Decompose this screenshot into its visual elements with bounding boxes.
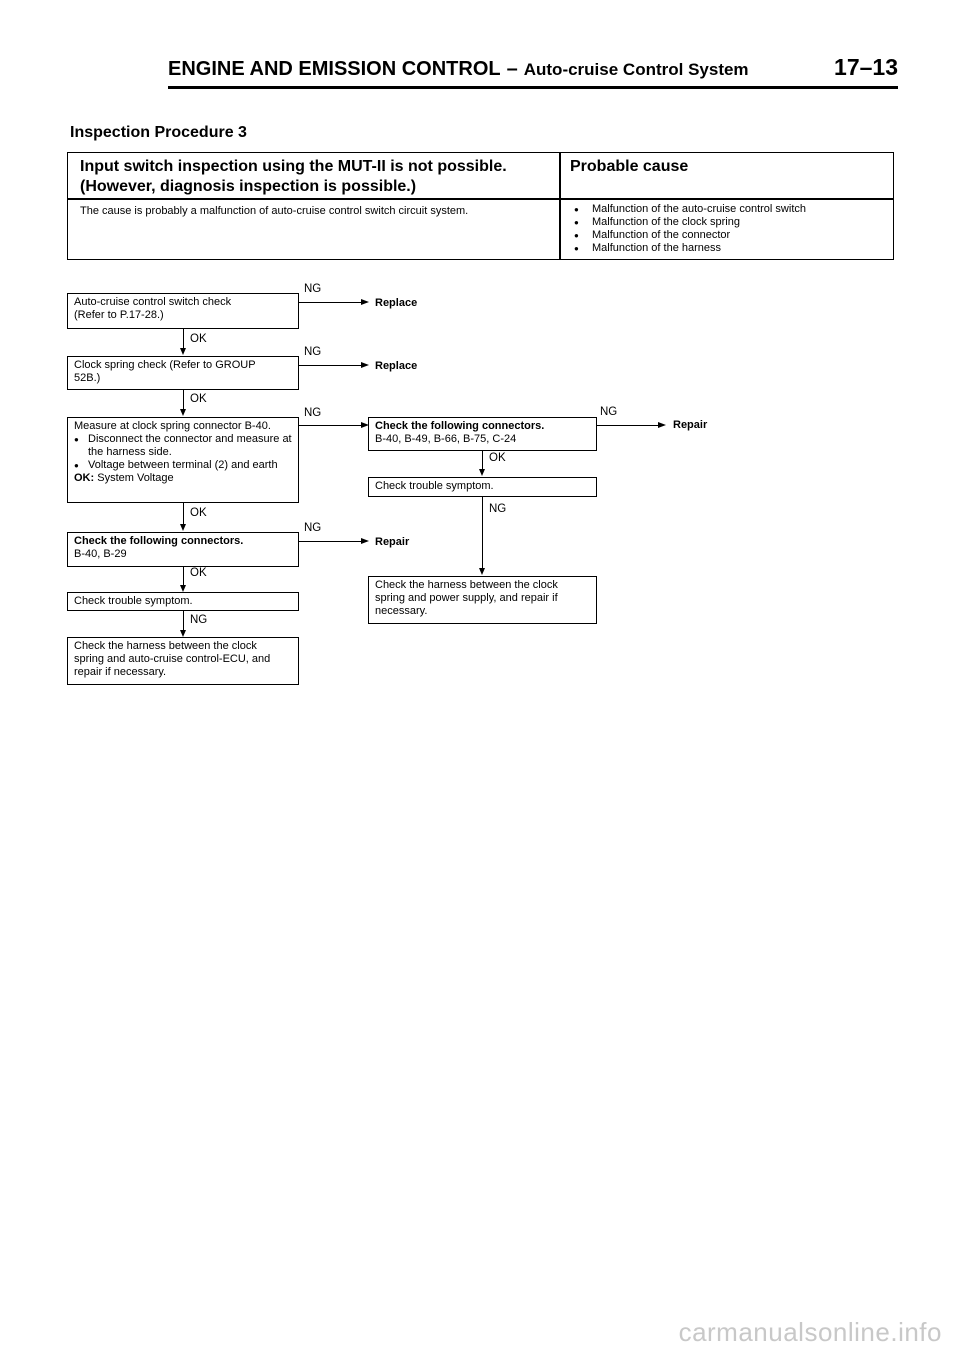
ng-label: NG bbox=[600, 406, 618, 418]
step-trouble-symptom-right bbox=[368, 477, 597, 497]
ok-connector bbox=[183, 567, 184, 587]
ok-connector bbox=[183, 329, 184, 350]
probable-cause-item: ● Malfunction of the harness bbox=[574, 242, 806, 255]
result-repair: Repair bbox=[673, 419, 708, 431]
ng-connector bbox=[299, 541, 361, 542]
step-harness-ecu-line3: repair if necessary. bbox=[74, 666, 167, 678]
watermark: carmanualsonline.info bbox=[678, 1317, 942, 1347]
step-harness-power-line2: spring and power supply, and repair if bbox=[375, 592, 558, 604]
table-divider-horizontal bbox=[68, 198, 893, 200]
step-measure-ok bbox=[74, 472, 292, 485]
step-check-harness-ecu bbox=[67, 637, 299, 685]
step-switch-check-line2: (Refer to P.17-28.) bbox=[74, 309, 164, 321]
step-check-connectors bbox=[67, 532, 299, 567]
ng-label: NG bbox=[489, 503, 507, 515]
step-harness-ecu-line1: Check the harness between the clock bbox=[74, 640, 257, 652]
arrow-right-icon bbox=[361, 362, 369, 368]
ng-connector bbox=[299, 365, 361, 366]
step-check-harness-power bbox=[368, 576, 597, 624]
step-measure-bullet: ● Voltage between terminal (2) and earth bbox=[74, 459, 292, 472]
header-section: ENGINE AND EMISSION CONTROL bbox=[168, 58, 501, 80]
probable-cause-list bbox=[574, 203, 806, 255]
symptom-table bbox=[67, 152, 894, 260]
ok-label: OK bbox=[190, 333, 207, 345]
ng-label: NG bbox=[190, 614, 208, 626]
result-replace: Replace bbox=[375, 360, 418, 372]
symptom-line-1: Input switch inspection using the MUT-II is not possible. bbox=[80, 158, 507, 175]
ng-connector bbox=[597, 425, 658, 426]
probable-cause-item: ● Malfunction of the auto-cruise control switch bbox=[574, 203, 806, 216]
step-measure-line1: Measure at clock spring connector B-40. bbox=[74, 420, 271, 432]
ng-label: NG bbox=[304, 346, 322, 358]
probable-cause-heading: Probable cause bbox=[570, 158, 689, 175]
arrow-down-icon bbox=[479, 469, 485, 476]
step-trouble-symptom-line1: Check trouble symptom. bbox=[74, 595, 193, 607]
step-clock-spring-line1: Clock spring check (Refer to GROUP bbox=[74, 359, 256, 371]
ok-label: OK bbox=[190, 393, 207, 405]
header-subsection: Auto-cruise Control System bbox=[523, 60, 749, 79]
ng-connector bbox=[299, 302, 361, 303]
step-check-connectors-line2: B-40, B-29 bbox=[74, 548, 127, 560]
cause-description: The cause is probably a malfunction of auto-cruise control switch circuit system. bbox=[80, 205, 469, 217]
step-right-connectors-line2: B-40, B-49, B-66, B-75, C-24 bbox=[375, 433, 517, 445]
table-divider-vertical bbox=[559, 153, 561, 259]
step-clock-spring-line2: 52B.) bbox=[74, 372, 101, 384]
symptom-heading bbox=[80, 157, 507, 197]
arrow-down-icon bbox=[180, 585, 186, 592]
result-repair: Repair bbox=[375, 536, 410, 548]
arrow-right-icon bbox=[361, 538, 369, 544]
step-right-connectors-line1: Check the following connectors. bbox=[375, 420, 545, 432]
step-measure-bullet: ● Disconnect the connector and measure at the harness side. bbox=[74, 433, 292, 459]
ok-label: OK bbox=[190, 507, 207, 519]
step-harness-power-line1: Check the harness between the clock bbox=[375, 579, 558, 591]
step-switch-check-line1: Auto-cruise control switch check bbox=[74, 296, 232, 308]
probable-cause-item: ● Malfunction of the connector bbox=[574, 229, 806, 242]
arrow-down-icon bbox=[180, 348, 186, 355]
ng-connector bbox=[482, 497, 483, 570]
arrow-right-icon bbox=[361, 299, 369, 305]
result-replace: Replace bbox=[375, 297, 418, 309]
step-check-connectors-right bbox=[368, 417, 597, 451]
arrow-down-icon bbox=[479, 568, 485, 575]
ng-label: NG bbox=[304, 407, 322, 419]
step-right-symptom-line1: Check trouble symptom. bbox=[375, 480, 494, 492]
ok-criterion-label: OK: bbox=[74, 472, 95, 484]
step-measure-connector bbox=[67, 417, 299, 503]
ng-label: NG bbox=[304, 283, 322, 295]
page-number: 17–13 bbox=[834, 54, 898, 80]
symptom-line-2: (However, diagnosis inspection is possible.) bbox=[80, 178, 417, 195]
arrow-right-icon bbox=[658, 422, 666, 428]
step-harness-ecu-line2: spring and auto-cruise control-ECU, and bbox=[74, 653, 271, 665]
ok-label: OK bbox=[190, 567, 207, 579]
ng-connector bbox=[183, 611, 184, 632]
arrow-down-icon bbox=[180, 524, 186, 531]
ok-connector bbox=[183, 390, 184, 411]
header-rule bbox=[168, 86, 898, 89]
ng-label: NG bbox=[304, 522, 322, 534]
step-trouble-symptom bbox=[67, 592, 299, 611]
ok-connector bbox=[183, 503, 184, 526]
header-dash: – bbox=[506, 58, 518, 80]
ok-criterion-value: System Voltage bbox=[97, 472, 174, 484]
step-measure-bullets bbox=[74, 433, 292, 472]
page-header bbox=[168, 54, 898, 86]
probable-cause-item: ● Malfunction of the clock spring bbox=[574, 216, 806, 229]
arrow-down-icon bbox=[180, 409, 186, 416]
step-check-connectors-line1: Check the following connectors. bbox=[74, 535, 244, 547]
arrow-down-icon bbox=[180, 630, 186, 637]
procedure-title: Inspection Procedure 3 bbox=[70, 124, 247, 141]
step-clock-spring-check bbox=[67, 356, 299, 390]
step-switch-check bbox=[67, 293, 299, 329]
ok-connector bbox=[482, 451, 483, 471]
ng-connector bbox=[299, 425, 361, 426]
ok-label: OK bbox=[489, 452, 506, 464]
step-harness-power-line3: necessary. bbox=[375, 605, 428, 617]
